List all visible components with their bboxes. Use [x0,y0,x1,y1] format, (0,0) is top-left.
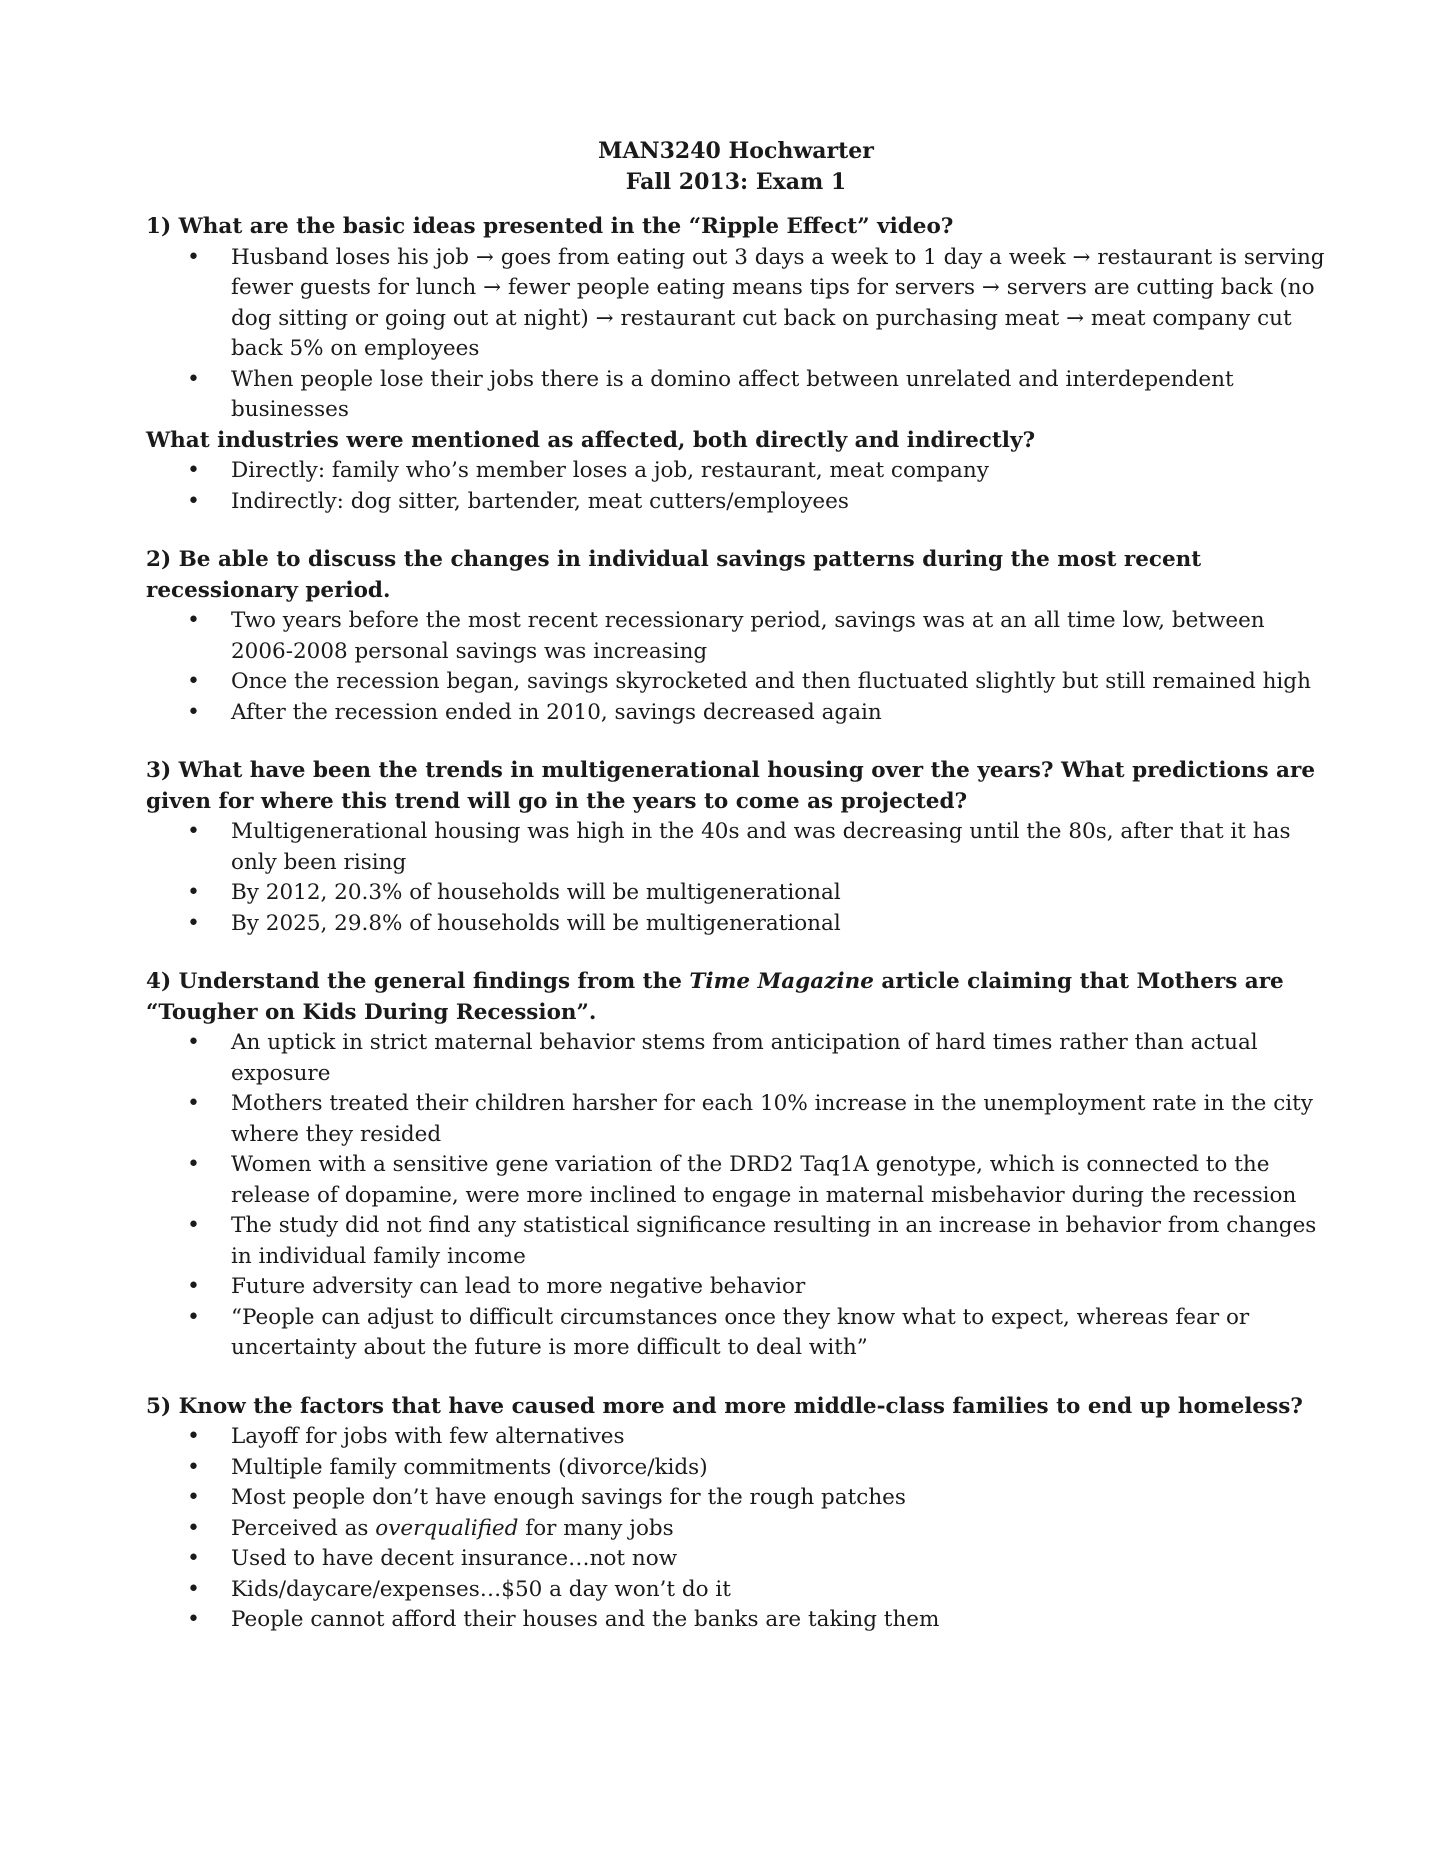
list-item: • Husband loses his job → goes from eating out 3 days a week to 1 day a week → restaurant is serving fewer guests for lunch → fewer people eating means tips for servers → servers are cutting back (no dog sitting or going out at night) → restaurant cut back on purchasing meat → meat company cut back 5% on employees [231,243,1326,365]
list-item: • Multiple family commitments (divorce/kids) [231,1453,1326,1484]
answer-list-1b [146,456,1326,517]
section-2 [146,545,1326,728]
list-item: • Two years before the most recent recessionary period, savings was at an all time low, between 2006-2008 personal savings was increasing [231,606,1326,667]
list-item: • Indirectly: dog sitter, bartender, meat cutters/employees [231,487,1326,518]
list-item: • Kids/daycare/expenses…$50 a day won’t do it [231,1575,1326,1606]
course-title: MAN3240 Hochwarter [598,138,874,164]
section-4 [146,967,1326,1364]
list-item: • “People can adjust to difficult circumstances once they know what to expect, whereas fear or uncertainty about the future is more difficult to deal with” [231,1303,1326,1364]
list-item: • Layoff for jobs with few alternatives [231,1422,1326,1453]
question-1: 1) What are the basic ideas presented in the “Ripple Effect” video? [146,214,954,239]
list-item: • Mothers treated their children harsher for each 10% increase in the unemployment rate in the city where they resided [231,1089,1326,1150]
question-3: 3) What have been the trends in multigenerational housing over the years? What predictions are given for where this trend will go in the years to come as projected? [146,758,1315,814]
question-2: 2) Be able to discuss the changes in individual savings patterns during the most recent recessionary period. [146,547,1202,603]
list-item: • Used to have decent insurance…not now [231,1544,1326,1575]
question-4 [146,967,1326,1028]
question-4-pre: 4) Understand the general findings from the [146,969,690,994]
list-item-emphasis: overqualified [375,1515,519,1541]
question-4-post: article claiming that Mothers are “Tougher on Kids During Recession”. [146,969,1284,1025]
answer-list-2 [146,606,1326,728]
subquestion-1: What industries were mentioned as affected, both directly and indirectly? [146,427,1036,453]
document-header [146,136,1326,198]
list-item-post: for many jobs [518,1515,674,1541]
list-item: • By 2025, 29.8% of households will be multigenerational [231,909,1326,940]
list-item: • The study did not find any statistical significance resulting in an increase in behavior from changes in individual family income [231,1211,1326,1272]
list-item: • Directly: family who’s member loses a job, restaurant, meat company [231,456,1326,487]
list-item [231,1514,1326,1545]
list-item: • An uptick in strict maternal behavior stems from anticipation of hard times rather than actual exposure [231,1028,1326,1089]
list-item: • Women with a sensitive gene variation of the DRD2 Taq1A genotype, which is connected to the release of dopamine, were more inclined to engage in maternal misbehavior during the recession [231,1150,1326,1211]
list-item: • People cannot afford their houses and the banks are taking them [231,1605,1326,1636]
list-item: • Most people don’t have enough savings for the rough patches [231,1483,1326,1514]
answer-list-4 [146,1028,1326,1364]
list-item-pre: Perceived as [231,1515,376,1541]
question-5: 5) Know the factors that have caused more and more middle-class families to end up homeless? [146,1393,1303,1419]
section-5 [146,1392,1326,1636]
document-page [146,136,1326,1664]
list-item: • When people lose their jobs there is a domino affect between unrelated and interdependent businesses [231,365,1326,426]
list-item: • Multigenerational housing was high in the 40s and was decreasing until the 80s, after that it has only been rising [231,817,1326,878]
answer-list-5 [146,1422,1326,1636]
section-1 [146,212,1326,517]
answer-list-1 [146,243,1326,426]
list-item: • After the recession ended in 2010, savings decreased again [231,698,1326,729]
exam-title: Fall 2013: Exam 1 [625,169,847,195]
answer-list-3 [146,817,1326,939]
section-3 [146,756,1326,939]
list-item: • By 2012, 20.3% of households will be multigenerational [231,878,1326,909]
list-item: • Future adversity can lead to more negative behavior [231,1272,1326,1303]
question-4-magazine: Time Magazine [689,969,874,994]
list-item: • Once the recession began, savings skyrocketed and then fluctuated slightly but still remained high [231,667,1326,698]
